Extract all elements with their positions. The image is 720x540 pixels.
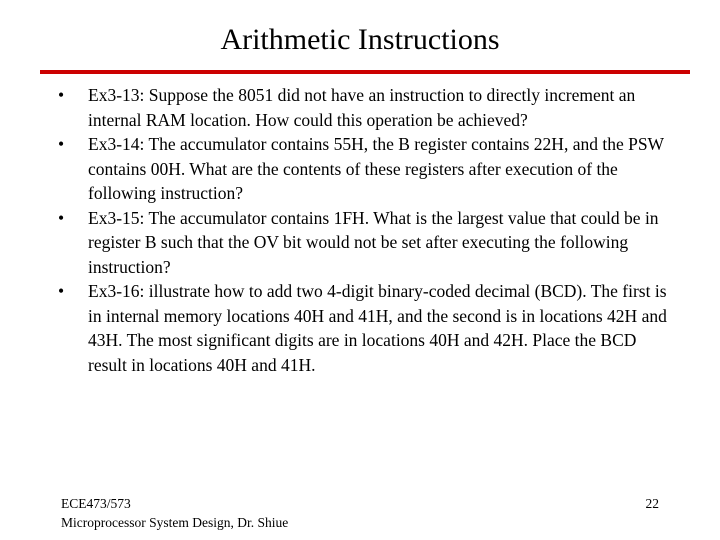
bullet-text: Ex3-13: Suppose the 8051 did not have an instruction to directly increment an internal RAM location. How could this operation be achieved? xyxy=(88,85,636,130)
bullet-text: Ex3-14: The accumulator contains 55H, the B register contains 22H, and the PSW contains 00H. What are the contents of these registers after execution of the following instruction? xyxy=(88,134,664,203)
bullet-item xyxy=(58,206,673,280)
bullet-item xyxy=(58,279,673,377)
footer-course-title: Microprocessor System Design, Dr. Shiue xyxy=(61,515,289,530)
slide-title: Arithmetic Instructions xyxy=(220,23,500,56)
page-number: 22 xyxy=(645,496,659,511)
bullet-text: Ex3-15: The accumulator contains 1FH. What is the largest value that could be in register B such that the OV bit would not be set after executing the following instruction? xyxy=(88,207,659,277)
bullet-dot: • xyxy=(58,207,65,228)
bullet-dot: • xyxy=(58,85,65,105)
title-divider xyxy=(40,70,690,74)
bullet-dot: • xyxy=(58,281,65,301)
bullet-item xyxy=(58,132,673,206)
bullet-text: Ex3-16: illustrate how to add two 4-digit binary-coded decimal (BCD). The first is in internal memory locations 40H and 41H, and the second is in locations 42H and 43H. The most significant digits are in locations 40H and 42H. Place the BCD result in locations 40H and 41H. xyxy=(88,281,667,375)
footer-course-code: ECE473/573 xyxy=(61,496,131,511)
bullet-dot: • xyxy=(58,134,65,154)
footer-course-info xyxy=(61,494,288,532)
bullet-list xyxy=(58,83,673,377)
bullet-item xyxy=(58,83,673,132)
